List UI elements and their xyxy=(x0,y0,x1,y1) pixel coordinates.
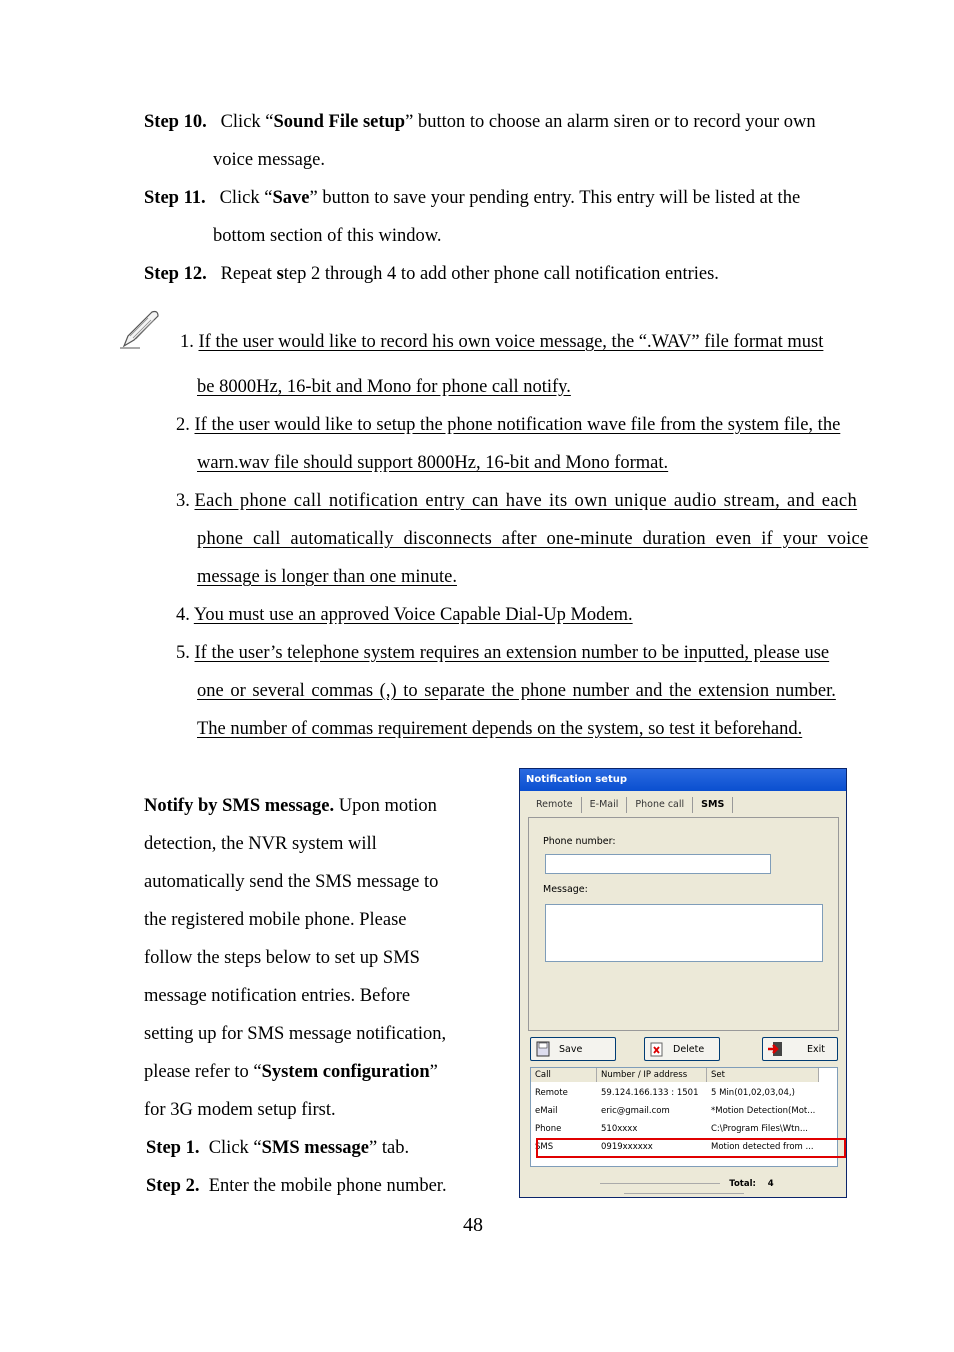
note-5-line-3: The number of commas requirement depends on the system, so test it beforehand. xyxy=(197,719,803,739)
total-count: Total: 4 xyxy=(530,1179,838,1199)
note-3-line-2: phone call automatically disconnects after one-minute duration even if your voice xyxy=(197,529,869,549)
message-input[interactable] xyxy=(545,904,823,962)
note-1-line-1: 1. If the user would like to record his own voice message, the “.WAV” file format must xyxy=(180,332,824,352)
sms-panel xyxy=(528,817,839,1031)
table-cell: Phone xyxy=(535,1124,562,1134)
column-header-number[interactable]: Number / IP address xyxy=(597,1068,707,1082)
note-5-line-2: one or several commas (,) to separate the phone number and the extension number. xyxy=(197,681,836,701)
table-cell: eMail xyxy=(535,1106,558,1116)
note-3-line-3: message is longer than one minute. xyxy=(197,567,457,587)
save-icon xyxy=(535,1041,551,1057)
sms-heading-line: Notify by SMS message. Upon motion xyxy=(144,796,437,816)
table-cell: 510xxxx xyxy=(601,1124,638,1134)
sms-row-highlight xyxy=(536,1138,846,1158)
note-pen-icon xyxy=(118,306,164,352)
tab-remote[interactable]: Remote xyxy=(528,797,582,813)
page-number: 48 xyxy=(463,1214,483,1236)
note-1-line-2: be 8000Hz, 16-bit and Mono for phone call notify. xyxy=(197,377,571,397)
sms-para-line: automatically send the SMS message to xyxy=(144,872,439,892)
step-12: Step 12. Repeat step 2 through 4 to add other phone call notification entries. xyxy=(144,264,719,284)
note-3-line-1: 3. Each phone call notification entry can have its own unique audio stream, and each xyxy=(176,491,858,511)
message-label: Message: xyxy=(543,884,588,895)
tab-phone-call[interactable]: Phone call xyxy=(627,797,693,813)
sms-para-line: the registered mobile phone. Please xyxy=(144,910,407,930)
note-5-line-1: 5. If the user’s telephone system requires an extension number to be inputted, please use xyxy=(176,643,830,663)
sms-step-2: Step 2. Enter the mobile phone number. xyxy=(146,1176,447,1196)
delete-icon xyxy=(649,1041,665,1057)
save-button[interactable]: Save xyxy=(530,1037,616,1061)
sms-para-line: setting up for SMS message notification, xyxy=(144,1024,447,1044)
tab-email[interactable]: E-Mail xyxy=(582,797,628,813)
table-cell: 59.124.166.133 : 1501 xyxy=(601,1088,699,1098)
table-cell: SMS xyxy=(535,1142,554,1152)
table-cell: C:\Program Files\Wtn... xyxy=(711,1124,808,1134)
note-4: 4. You must use an approved Voice Capable Dial-Up Modem. xyxy=(176,605,633,625)
step-11: Step 11. Click “Save” button to save your pending entry. This entry will be listed at the xyxy=(144,188,801,208)
phone-number-input[interactable] xyxy=(545,854,771,874)
step-10: Step 10. Click “Sound File setup” button to choose an alarm siren or to record your own xyxy=(144,112,816,132)
table-cell: Remote xyxy=(535,1088,568,1098)
table-cell: Motion detected from ... xyxy=(711,1142,814,1152)
sms-para-line: detection, the NVR system will xyxy=(144,834,377,854)
note-2-line-1: 2. If the user would like to setup the phone notification wave file from the system file, the xyxy=(176,415,841,435)
tab-sms[interactable]: SMS xyxy=(693,797,733,813)
tab-bar xyxy=(528,797,733,817)
column-header-set[interactable]: Set xyxy=(707,1068,819,1082)
sms-para-line: message notification entries. Before xyxy=(144,986,411,1006)
step-11-cont: bottom section of this window. xyxy=(213,226,442,246)
table-cell: eric@gmail.com xyxy=(601,1106,670,1116)
exit-icon xyxy=(767,1041,783,1057)
table-cell: 5 Min(01,02,03,04,) xyxy=(711,1088,795,1098)
note-2-line-2: warn.wav file should support 8000Hz, 16-bit and Mono format. xyxy=(197,453,669,473)
dialog-title: Notification setup xyxy=(520,769,846,791)
sms-para-line: follow the steps below to set up SMS xyxy=(144,948,420,968)
column-header-call[interactable]: Call xyxy=(531,1068,597,1082)
table-cell: 0919xxxxxx xyxy=(601,1142,653,1152)
exit-button[interactable]: Exit xyxy=(762,1037,838,1061)
delete-button[interactable]: Delete xyxy=(644,1037,720,1061)
phone-number-label: Phone number: xyxy=(543,836,616,847)
sms-refer-line: please refer to “System configuration” xyxy=(144,1062,438,1082)
sms-step-1: Step 1. Click “SMS message” tab. xyxy=(146,1138,410,1158)
table-cell: *Motion Detection(Mot... xyxy=(711,1106,816,1116)
notification-setup-dialog xyxy=(519,768,847,1198)
step-10-cont: voice message. xyxy=(213,150,325,170)
sms-para-line: for 3G modem setup first. xyxy=(144,1100,336,1120)
